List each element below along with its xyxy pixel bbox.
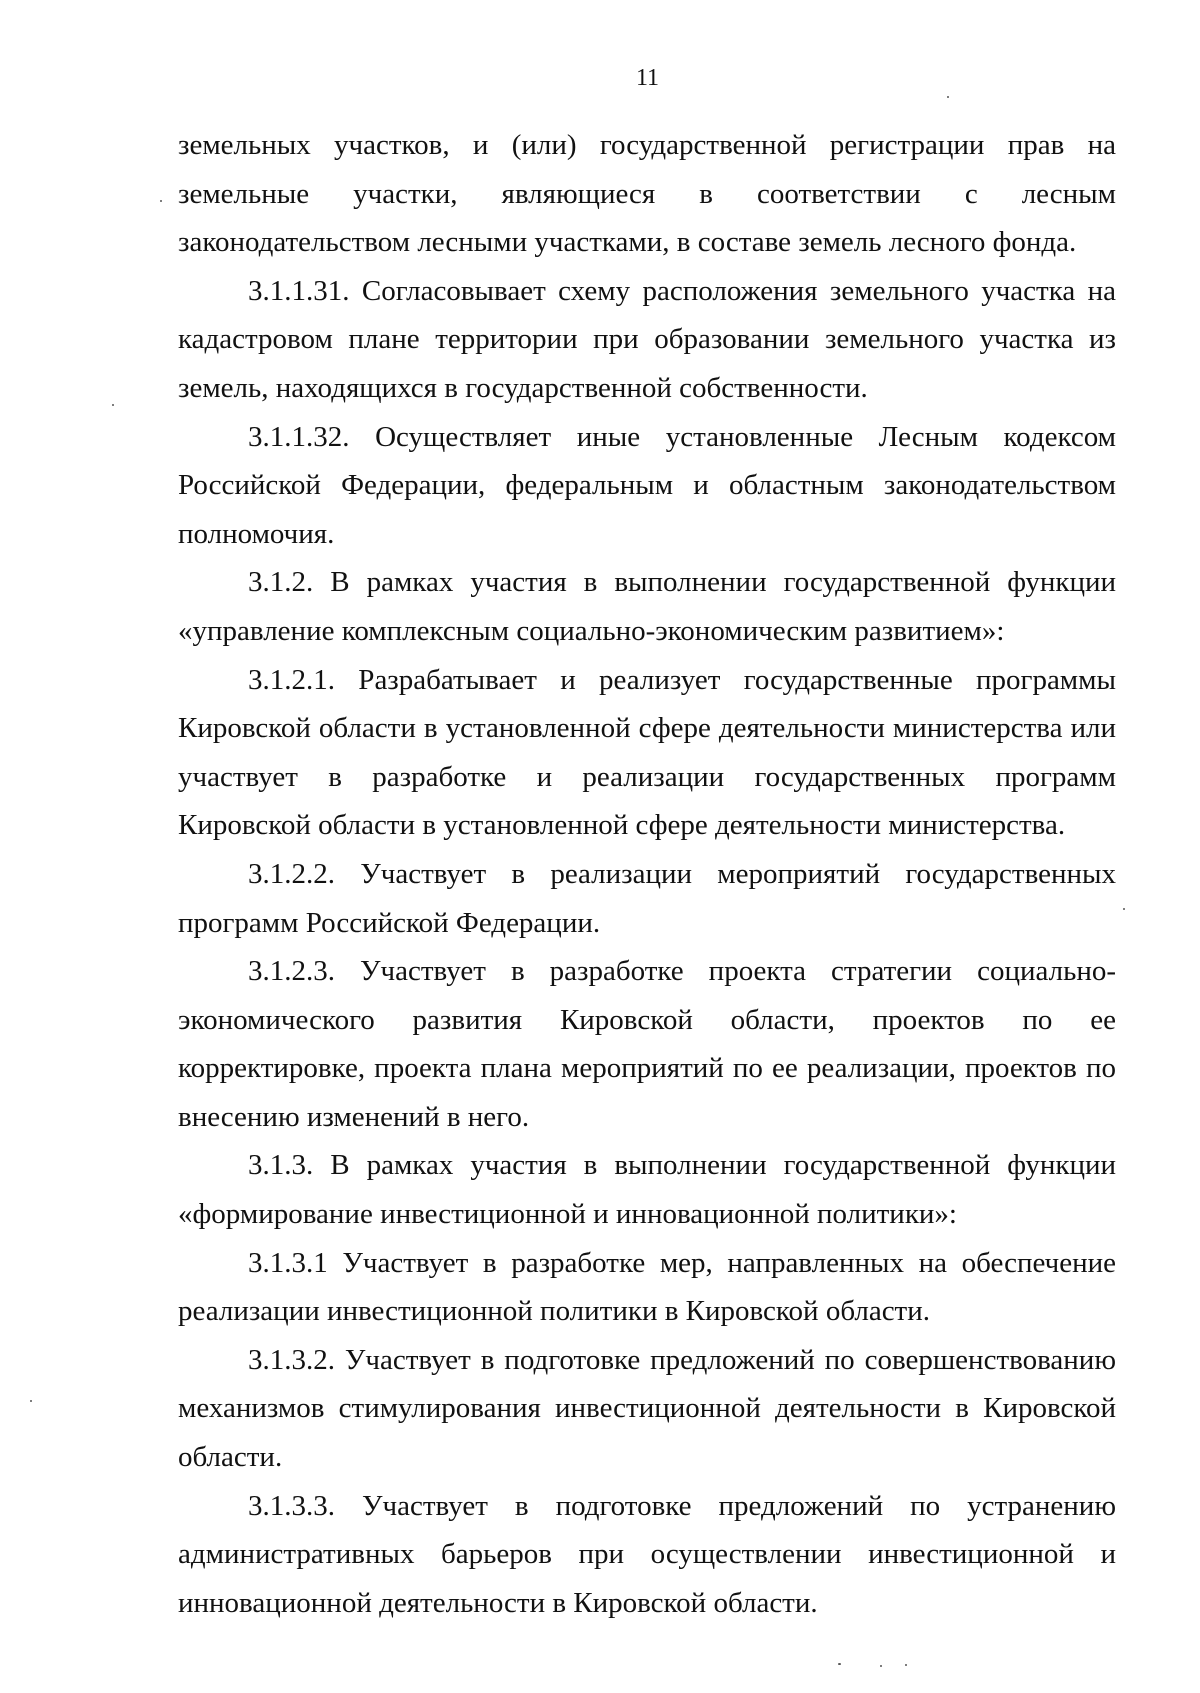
paragraph-3-1-3-3: 3.1.3.3. Участвует в подготовке предложений по устранению административных барьеров при осуществлении инвестиционной и инновационной деятельности в Кировской области. bbox=[178, 1489, 1116, 1619]
scan-speck bbox=[838, 1663, 841, 1665]
scan-speck bbox=[1123, 908, 1125, 910]
paragraph-3-1-3-1: 3.1.3.1 Участвует в разработке мер, направленных на обеспечение реализации инвестиционной политики в Кировской области. bbox=[178, 1246, 1116, 1328]
scan-speck bbox=[30, 1400, 32, 1402]
document-body bbox=[178, 121, 1116, 1627]
scan-speck bbox=[880, 1665, 882, 1667]
paragraph-3-1-2: 3.1.2. В рамках участия в выполнении государственной функции «управление комплексным социально-экономическим развитием»: bbox=[178, 566, 1116, 647]
paragraph-3-1-2-1: 3.1.2.1. Разрабатывает и реализует государственные программы Кировской области в установленной сфере деятельности министерства или участвует в разработке и реализации государственных программ Кировской области в установленной сфере деятельности министерства. bbox=[178, 663, 1116, 842]
paragraph-3-1-1-31: 3.1.1.31. Согласовывает схему расположения земельного участка на кадастровом плане территории при образовании земельного участка из земель, находящихся в государственной собственности. bbox=[178, 274, 1116, 404]
page-number: 11 bbox=[635, 65, 660, 91]
paragraph-continuation: земельных участков, и (или) государственной регистрации прав на земельные участки, являющиеся в соответствии с лесным законодательством лесными участками, в составе земель лесного фонда. bbox=[178, 129, 1116, 259]
paragraph-3-1-2-3: 3.1.2.3. Участвует в разработке проекта стратегии социально-экономического развития Кировской области, проектов по ее корректировке, проекта плана мероприятий по ее реализации, проектов по внесению изменений в него. bbox=[178, 955, 1116, 1133]
paragraph-3-1-3: 3.1.3. В рамках участия в выполнении государственной функции «формирование инвестиционной и инновационной политики»: bbox=[178, 1149, 1116, 1231]
scan-speck bbox=[947, 96, 949, 98]
scan-speck bbox=[160, 200, 162, 202]
paragraph-3-1-2-2: 3.1.2.2. Участвует в реализации мероприятий государственных программ Российской Федерации. bbox=[178, 857, 1116, 939]
paragraph-3-1-3-2: 3.1.3.2. Участвует в подготовке предложений по совершенствованию механизмов стимулирования инвестиционной деятельности в Кировской области. bbox=[178, 1343, 1116, 1474]
scan-speck bbox=[112, 404, 114, 406]
paragraph-3-1-1-32: 3.1.1.32. Осуществляет иные установленные Лесным кодексом Российской Федерации, федеральным и областным законодательством полномочия. bbox=[178, 420, 1116, 550]
scan-speck bbox=[905, 1664, 907, 1666]
